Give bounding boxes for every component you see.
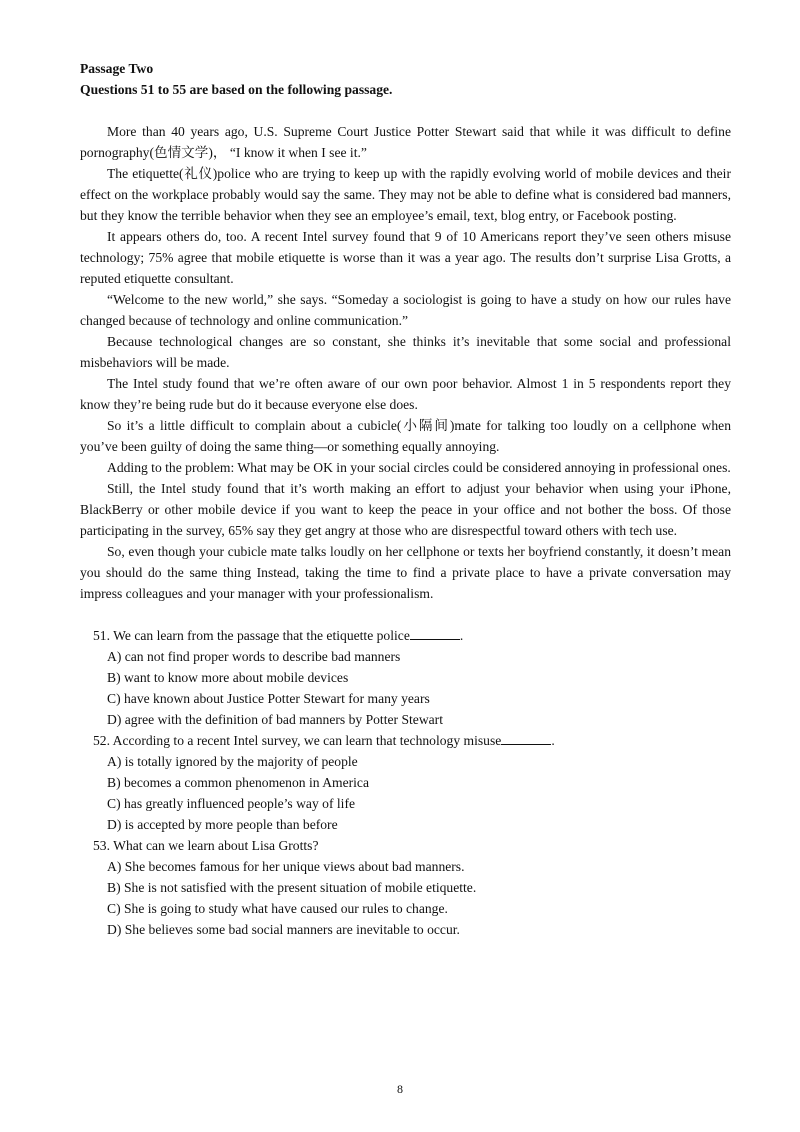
passage-body <box>80 121 731 604</box>
paragraph: More than 40 years ago, U.S. Supreme Court Justice Potter Stewart said that while it was difficult to define pornography(色情文学)， “I know it when I see it.” <box>80 124 731 160</box>
document-page <box>80 58 731 940</box>
question-51 <box>80 625 731 730</box>
option-b: B) becomes a common phenomenon in America <box>107 775 369 790</box>
paragraph: Adding to the problem: What may be OK in your social circles could be considered annoying in professional ones. <box>107 460 731 475</box>
option-c: C) She is going to study what have caused our rules to change. <box>107 901 448 916</box>
question-list <box>80 625 731 940</box>
question-52 <box>80 730 731 835</box>
spacer <box>80 100 731 121</box>
option-a: A) is totally ignored by the majority of people <box>107 754 358 769</box>
paragraph: “Welcome to the new world,” she says. “Someday a sociologist is going to have a study on how our rules have changed because of technology and online communication.” <box>80 292 731 328</box>
paragraph: So it’s a little difficult to complain about a cubicle(小隔间)mate for talking too loudly on a cellphone when you’ve been guilty of doing the same thing—or something equally annoying. <box>80 418 731 454</box>
page-number: 8 <box>397 1082 403 1096</box>
option-c: C) has greatly influenced people’s way of life <box>107 796 355 811</box>
paragraph: The Intel study found that we’re often aware of our own poor behavior. Almost 1 in 5 respondents report they know they’re being rude but do it because everyone else does. <box>80 376 731 412</box>
paragraph: Because technological changes are so constant, she thinks it’s inevitable that some social and professional misbehaviors will be made. <box>80 334 731 370</box>
option-d: D) She believes some bad social manners are inevitable to occur. <box>107 922 460 937</box>
answer-blank <box>410 627 460 640</box>
passage-instruction: Questions 51 to 55 are based on the following passage. <box>80 82 393 97</box>
question-stem: 52. According to a recent Intel survey, we can learn that technology misuse . <box>93 733 555 748</box>
question-stem: 53. What can we learn about Lisa Grotts? <box>93 838 319 853</box>
option-d: D) is accepted by more people than before <box>107 817 338 832</box>
question-stem: 51. We can learn from the passage that the etiquette police . <box>93 628 464 643</box>
option-a: A) She becomes famous for her unique views about bad manners. <box>107 859 465 874</box>
question-53 <box>80 835 731 940</box>
option-b: B) She is not satisfied with the present situation of mobile etiquette. <box>107 880 477 895</box>
paragraph: Still, the Intel study found that it’s worth making an effort to adjust your behavior when using your iPhone, BlackBerry or other mobile device if you want to keep the peace in your office and not bother the boss. Of those participating in the survey, 65% say they get angry at those who are disrespectful toward others with tech use. <box>80 481 731 538</box>
option-c: C) have known about Justice Potter Stewart for many years <box>107 691 430 706</box>
option-b: B) want to know more about mobile devices <box>107 670 349 685</box>
answer-blank <box>501 732 551 745</box>
question-stem-text: 51. We can learn from the passage that the etiquette police <box>93 628 410 643</box>
paragraph: So, even though your cubicle mate talks loudly on her cellphone or texts her boyfriend constantly, it doesn’t mean you should do the same thing Instead, taking the time to find a private place to have a private conversation may impress colleagues and your manager with your professionalism. <box>80 544 731 601</box>
paragraph: It appears others do, too. A recent Intel survey found that 9 of 10 Americans report they’ve seen others misuse technology; 75% agree that mobile etiquette is worse than it was a year ago. The results don’t surprise Lisa Grotts, a reputed etiquette consultant. <box>80 229 731 286</box>
option-d: D) agree with the definition of bad manners by Potter Stewart <box>107 712 443 727</box>
paragraph: The etiquette(礼仪)police who are trying to keep up with the rapidly evolving world of mobile devices and their effect on the workplace probably would say the same. They may not be able to define what is considered bad manners, but they know the terrible behavior when they see an employee’s email, text, blog entry, or Facebook posting. <box>80 166 731 223</box>
passage-title: Passage Two <box>80 61 154 76</box>
question-stem-text: 52. According to a recent Intel survey, we can learn that technology misuse <box>93 733 502 748</box>
option-a: A) can not find proper words to describe bad manners <box>107 649 401 664</box>
